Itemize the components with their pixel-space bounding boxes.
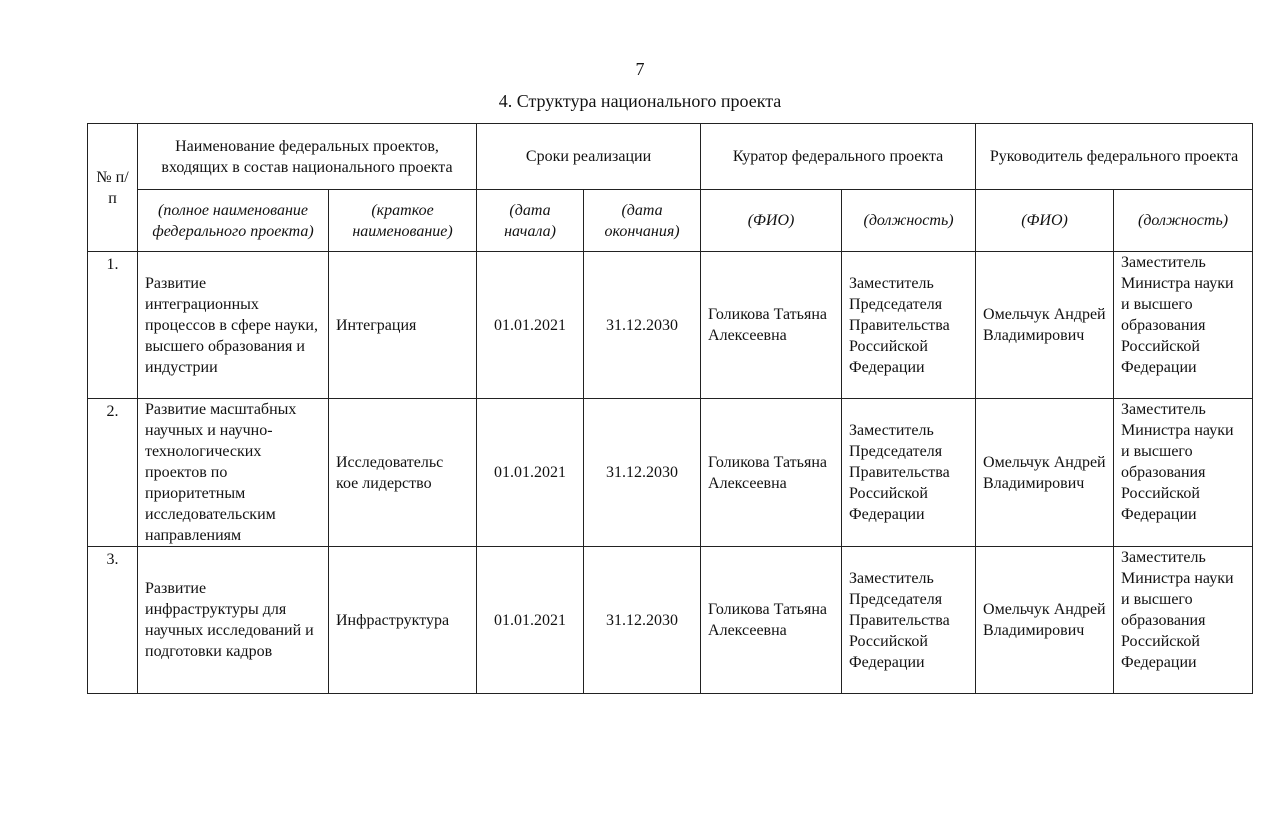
row-short-name: Инфраструктура bbox=[329, 547, 477, 694]
header-head-fio: (ФИО) bbox=[976, 190, 1114, 252]
header-name-group: Наименование федеральных проектов, входящих в состав национального проекта bbox=[138, 124, 477, 190]
row-curator-fio: Голикова Татьяна Алексеевна bbox=[701, 547, 842, 694]
header-row-sub bbox=[88, 190, 1253, 252]
row-short-name: Интеграция bbox=[329, 252, 477, 399]
row-head-position: Заместитель Министра науки и высшего образования Российской Федерации bbox=[1114, 252, 1253, 399]
row-full-name: Развитие интеграционных процессов в сфере науки, высшего образования и индустрии bbox=[138, 252, 329, 399]
row-start-date: 01.01.2021 bbox=[477, 399, 584, 547]
header-num: № п/п bbox=[88, 124, 138, 252]
row-start-date: 01.01.2021 bbox=[477, 547, 584, 694]
row-curator-position: Заместитель Председателя Правительства Российской Федерации bbox=[842, 252, 976, 399]
table-row bbox=[88, 252, 1253, 399]
header-head-group: Руководитель федерального проекта bbox=[976, 124, 1253, 190]
header-curator-group: Куратор федерального проекта bbox=[701, 124, 976, 190]
header-terms-group: Сроки реализации bbox=[477, 124, 701, 190]
row-end-date: 31.12.2030 bbox=[584, 399, 701, 547]
row-curator-position: Заместитель Председателя Правительства Российской Федерации bbox=[842, 399, 976, 547]
header-curator-position: (должность) bbox=[842, 190, 976, 252]
header-row-groups bbox=[88, 124, 1253, 190]
row-num: 3. bbox=[88, 547, 138, 694]
row-end-date: 31.12.2030 bbox=[584, 547, 701, 694]
row-num: 1. bbox=[88, 252, 138, 399]
row-num: 2. bbox=[88, 399, 138, 547]
row-curator-position: Заместитель Председателя Правительства Российской Федерации bbox=[842, 547, 976, 694]
row-head-fio: Омельчук Андрей Владимирович bbox=[976, 252, 1114, 399]
table-row bbox=[88, 547, 1253, 694]
header-short-name: (краткое наименование) bbox=[329, 190, 477, 252]
row-short-name: Исследовательс кое лидерство bbox=[329, 399, 477, 547]
row-end-date: 31.12.2030 bbox=[584, 252, 701, 399]
row-curator-fio: Голикова Татьяна Алексеевна bbox=[701, 252, 842, 399]
row-curator-fio: Голикова Татьяна Алексеевна bbox=[701, 399, 842, 547]
header-end-date: (дата окончания) bbox=[584, 190, 701, 252]
header-head-position: (должность) bbox=[1114, 190, 1253, 252]
section-title: 4. Структура национального проекта bbox=[498, 91, 782, 111]
row-head-fio: Омельчук Андрей Владимирович bbox=[976, 399, 1114, 547]
row-head-position: Заместитель Министра науки и высшего образования Российской Федерации bbox=[1114, 399, 1253, 547]
header-start-date: (дата начала) bbox=[477, 190, 584, 252]
row-start-date: 01.01.2021 bbox=[477, 252, 584, 399]
header-full-name: (полное наименование федерального проекта) bbox=[138, 190, 329, 252]
row-full-name: Развитие масштабных научных и научно-технологических проектов по приоритетным исследовательским направлениям bbox=[138, 399, 329, 547]
row-head-fio: Омельчук Андрей Владимирович bbox=[976, 547, 1114, 694]
page-number: 7 bbox=[635, 59, 645, 79]
table-row bbox=[88, 399, 1253, 547]
row-head-position: Заместитель Министра науки и высшего образования Российской Федерации bbox=[1114, 547, 1253, 694]
header-curator-fio: (ФИО) bbox=[701, 190, 842, 252]
row-full-name: Развитие инфраструктуры для научных исследований и подготовки кадров bbox=[138, 547, 329, 694]
projects-table bbox=[87, 123, 1253, 694]
